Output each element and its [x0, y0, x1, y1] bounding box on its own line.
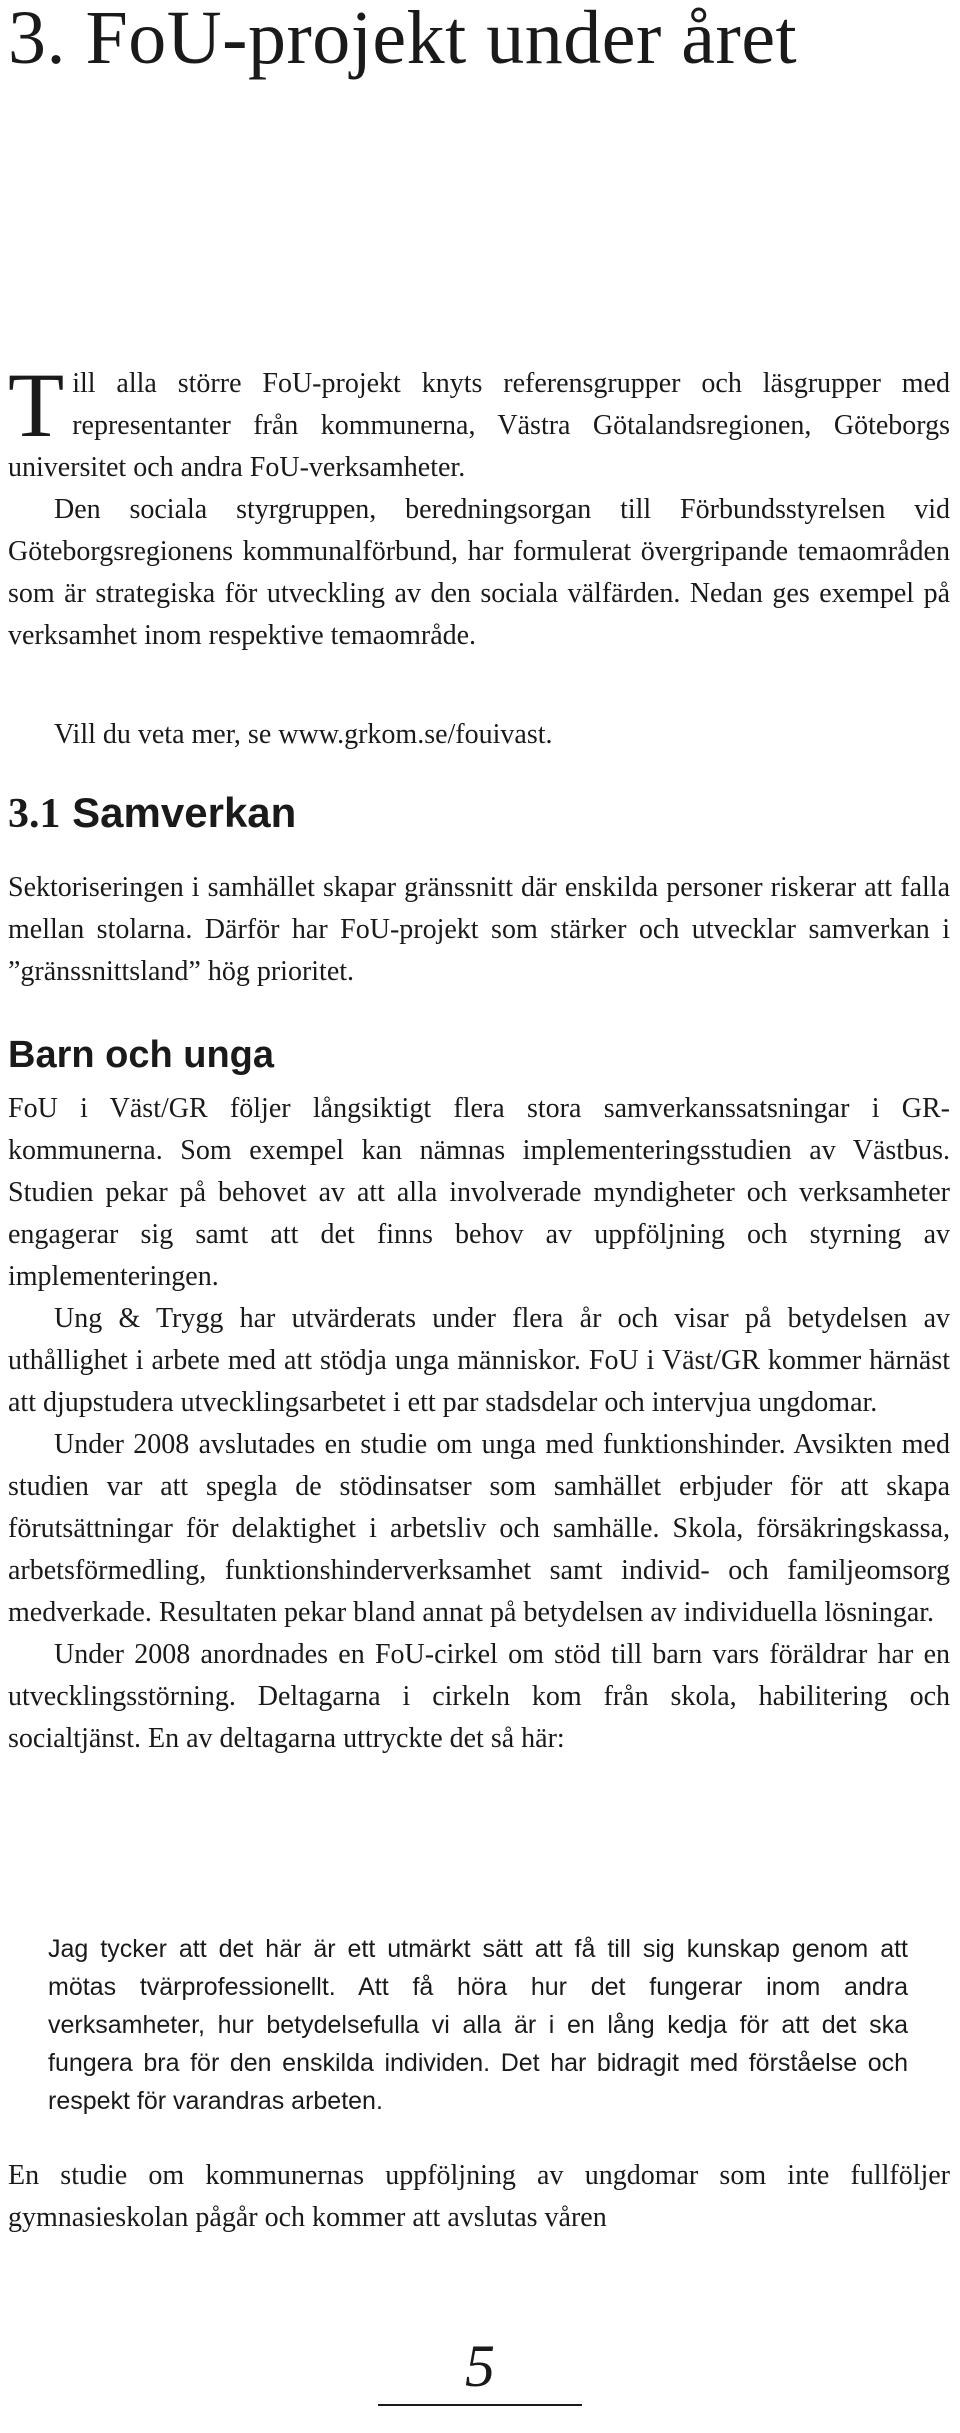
section-text: [8, 867, 950, 993]
chapter-title: 3. FoU-projekt under året: [8, 0, 798, 80]
intro-paragraph-1-text: ill alla större FoU-projekt knyts referensgrupper och läsgrupper med representanter från kommunerna, Västra Götalandsregionen, Göteborgs universitet och andra FoU-verksamheter.: [8, 368, 950, 483]
section-paragraph: Sektoriseringen i samhället skapar gränssnitt där enskilda personer riskerar att falla mellan stolarna. Därför har FoU-projekt som stärker och utvecklar samverkan i ”gränssnittsland” hög prioritet.: [8, 872, 950, 987]
block-quote: Jag tycker att det här är ett utmärkt sätt att få till sig kunskap genom att mötas tvärprofessionellt. Att få höra hur det fungerar inom andra verksamheter, hur betydelsefulla vi alla är i en lång kedja för att det ska fungera bra för den enskilda individen. Det har bidragit med förståelse och respekt för varandras arbeten.: [48, 1935, 908, 2115]
page-number: 5: [465, 2333, 495, 2399]
intro-text: [8, 354, 950, 657]
subsection-paragraph: Ung & Trygg har utvärderats under flera år och visar på betydelsen av uthållighet i arbete med att stödja unga människor. FoU i Väst/GR kommer härnäst att djupstudera utvecklingsarbetet i ett par stadsdelar och intervjua ungdomar.: [8, 1303, 950, 1418]
drop-cap: T: [8, 354, 65, 456]
page-number-rule: [378, 2404, 582, 2406]
more-info-line: Vill du veta mer, se www.grkom.se/fouivast.: [54, 719, 553, 750]
subsection-paragraph: Under 2008 avslutades en studie om unga med funktionshinder. Avsikten med studien var att spegla de stödinsatser som samhället erbjuder för att skapa förutsättningar för delaktighet i arbetsliv och samhälle. Skola, försäkringskassa, arbetsförmedling, funktionshinderverksamhet samt individ- och familjeomsorg medverkade. Resultaten pekar bland annat på betydelsen av individuella lösningar.: [8, 1429, 950, 1628]
subsection-paragraph: Under 2008 anordnades en FoU-cirkel om stöd till barn vars föräldrar har en utvecklingsstörning. Deltagarna i cirkeln kom från skola, habilitering och socialtjänst. En av deltagarna uttryckte det så här:: [8, 1639, 950, 1754]
subsection-text: [8, 1088, 950, 1760]
closing-text: [8, 2155, 950, 2239]
intro-paragraph-1: [8, 354, 950, 489]
closing-paragraph: En studie om kommunernas uppföljning av ungdomar som inte fullföljer gymnasieskolan pågår och kommer att avslutas våren: [8, 2160, 950, 2233]
section-heading: [8, 789, 297, 837]
section-number: 3.1: [8, 791, 61, 837]
subsection-paragraph: FoU i Väst/GR följer långsiktigt flera stora samverkanssatsningar i GR-kommunerna. Som exempel kan nämnas implementeringsstudien av Västbus. Studien pekar på behovet av att alla involverade myndigheter och verksamheter engagerar sig samt att det finns behov av uppföljning och styrning av implementeringen.: [8, 1093, 950, 1292]
subsection-title: Barn och unga: [8, 1034, 275, 1076]
intro-paragraph-2: Den sociala styrgruppen, beredningsorgan till Förbundsstyrelsen vid Göteborgsregionens kommunalförbund, har formulerat övergripande temaområden som är strategiska för utveckling av den sociala välfärden. Nedan ges exempel på verksamhet inom respektive temaområde.: [8, 494, 950, 651]
section-title: Samverkan: [72, 789, 297, 836]
